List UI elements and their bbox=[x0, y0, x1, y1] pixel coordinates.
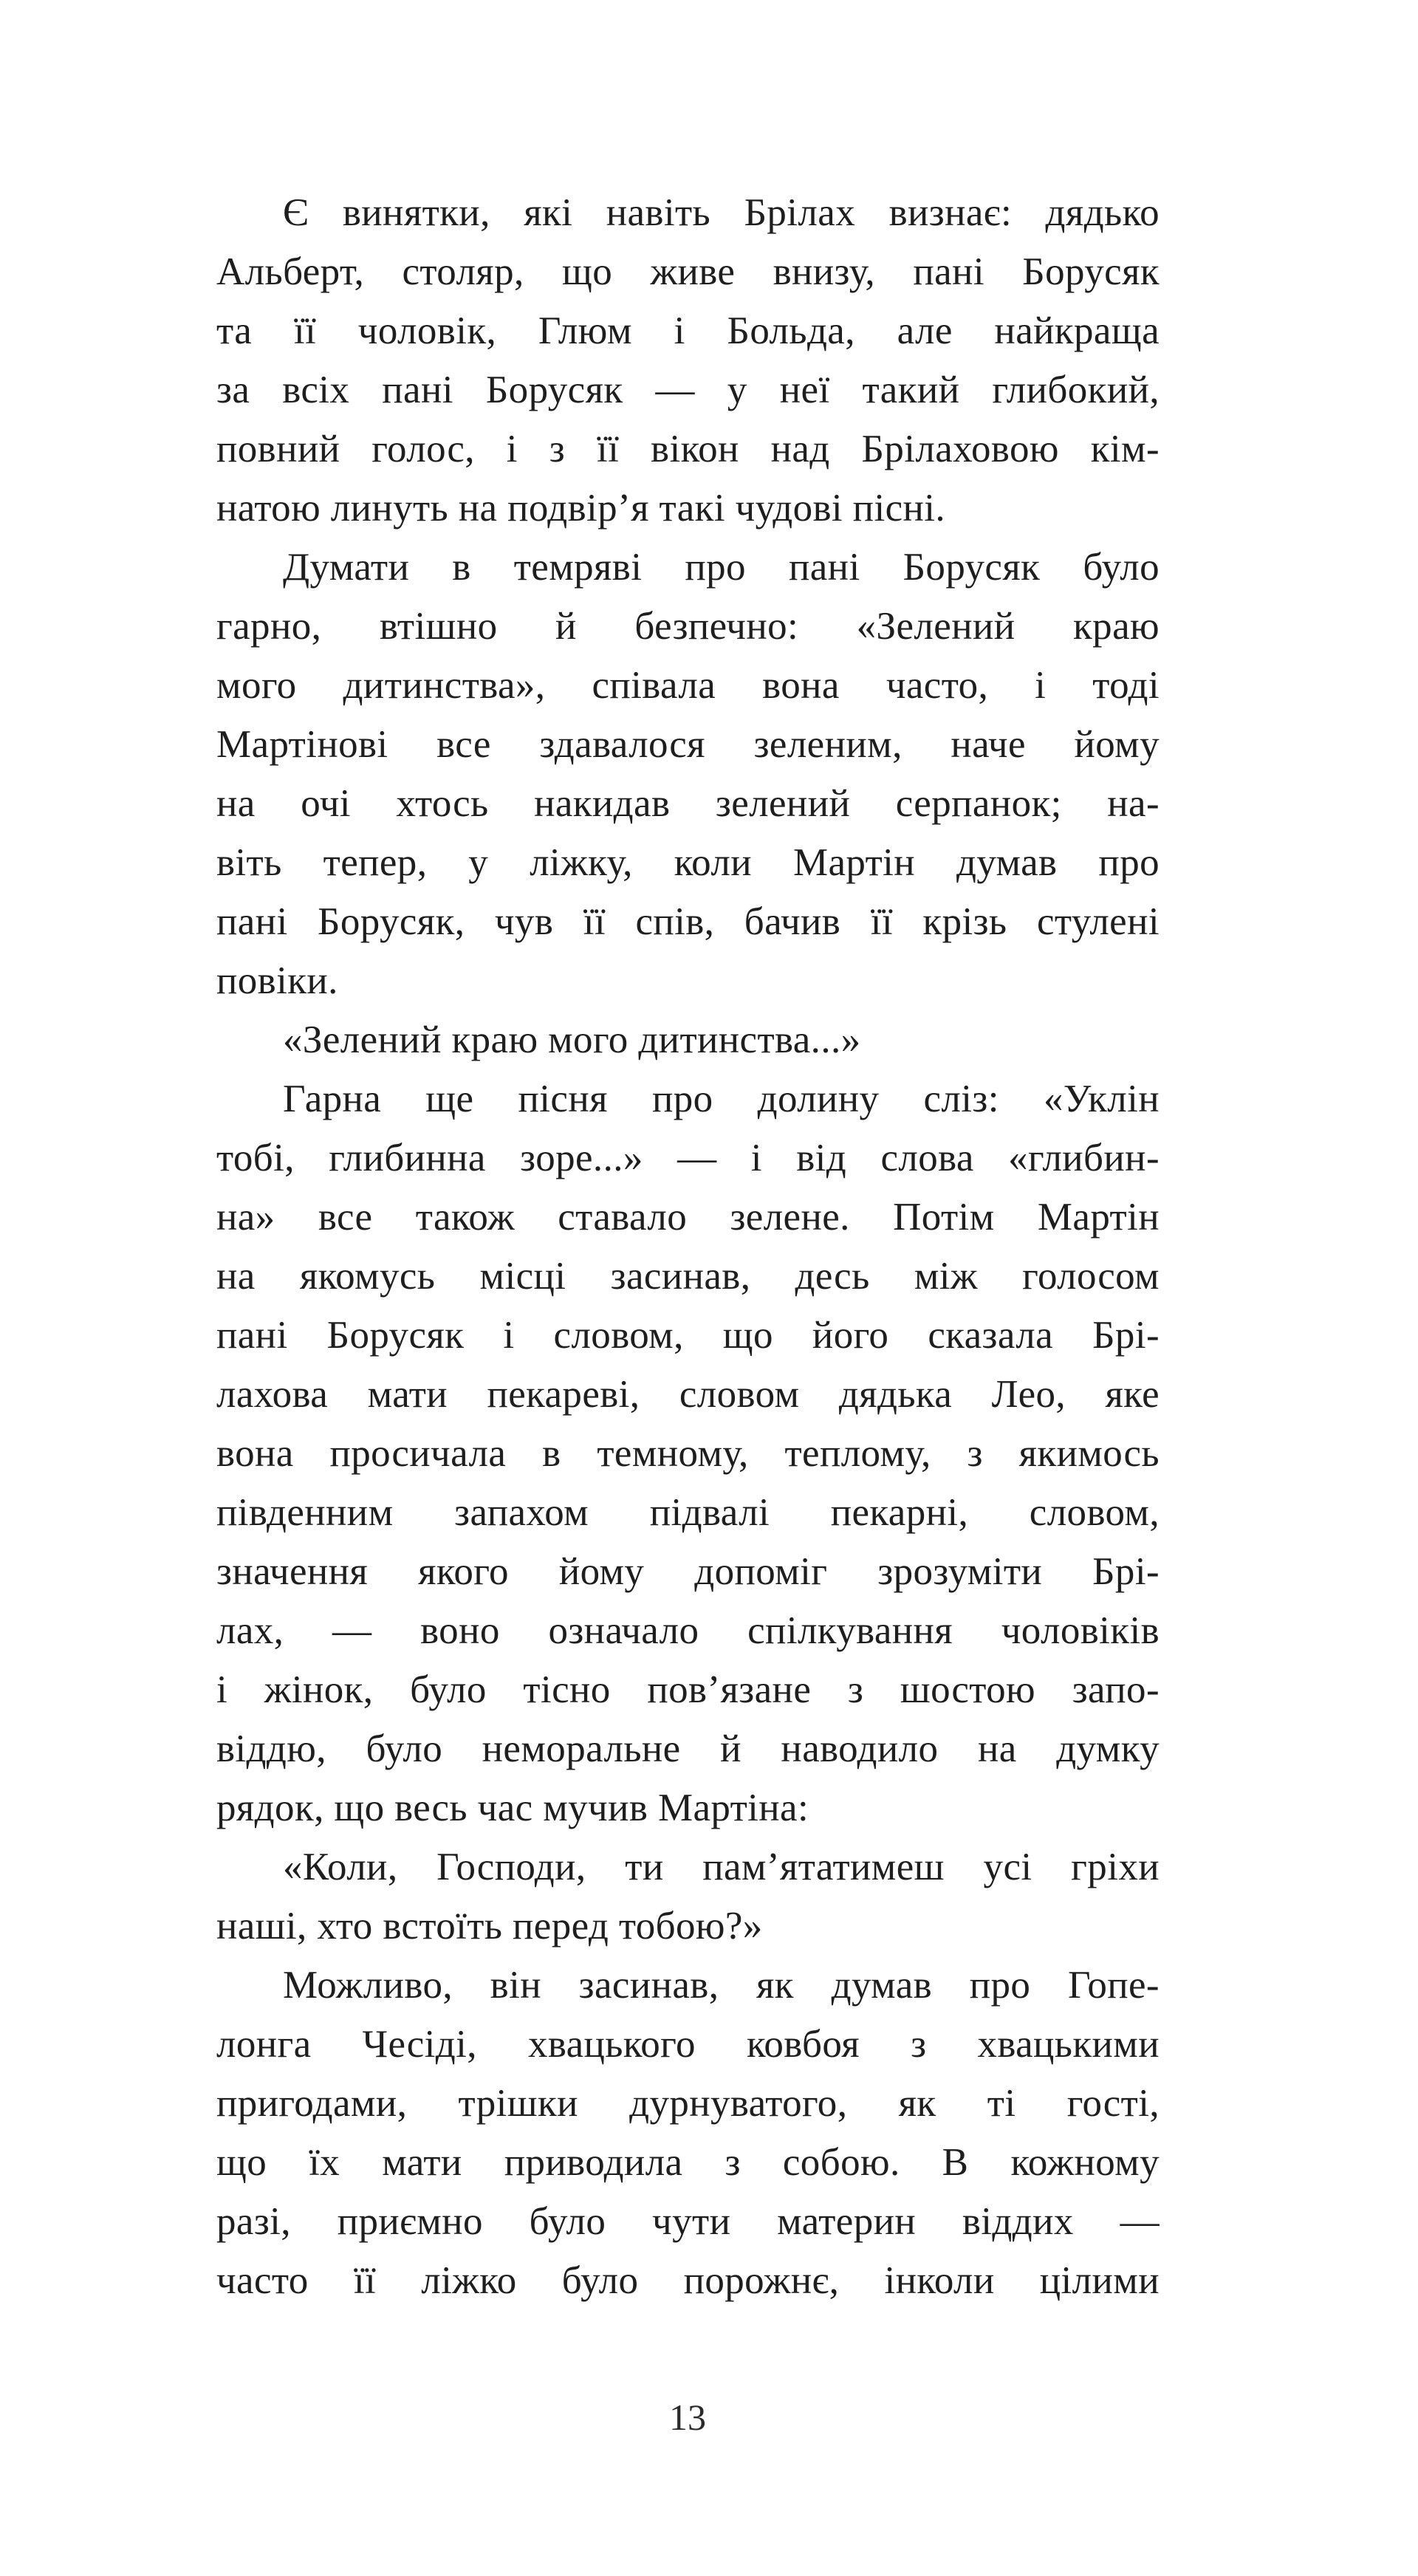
paragraph-first-line: «Коли, Господи, ти пам’ятатимеш усі гріхи bbox=[283, 1846, 1160, 1888]
text-line: і жінок, було тісно пов’язане з шостою запо- bbox=[216, 1668, 1160, 1711]
text-line: та її чоловік, Глюм і Больда, але найкраща bbox=[216, 309, 1160, 352]
paragraph-first-line: Гарна ще пісня про долину сліз: «Уклін bbox=[283, 1078, 1160, 1120]
paragraph-first-line: «Зелений краю мого дитинства...» bbox=[283, 1018, 861, 1061]
text-line: що їх мати приводила з собою. В кожному bbox=[216, 2141, 1160, 2184]
text-line: тобі, глибинна зоре...» — і від слова «глибин- bbox=[216, 1137, 1160, 1179]
text-line: південним запахом підвалі пекарні, словом, bbox=[216, 1491, 1160, 1534]
text-line: мого дитинства», співала вона часто, і тоді bbox=[216, 664, 1160, 707]
text-line: пані Борусяк і словом, що його сказала Брі- bbox=[216, 1314, 1160, 1357]
text-line: натою линуть на подвір’я такі чудові пісні. bbox=[216, 487, 946, 530]
text-line: повіки. bbox=[216, 959, 338, 1002]
text-line: вона просичала в темному, теплому, з якимось bbox=[216, 1432, 1160, 1475]
text-line: віть тепер, у ліжку, коли Мартін думав про bbox=[216, 841, 1160, 884]
text-line: віддю, було неморальне й наводило на думку bbox=[216, 1727, 1160, 1770]
text-line: наші, хто встоїть перед тобою?» bbox=[216, 1905, 763, 1948]
text-line: пригодами, трішки дурнуватого, як ті гості, bbox=[216, 2082, 1160, 2125]
paragraph-first-line: Думати в темряві про пані Борусяк було bbox=[283, 546, 1160, 589]
text-line: лахова мати пекареві, словом дядька Лео, яке bbox=[216, 1373, 1160, 1416]
text-line: пані Борусяк, чув її спів, бачив її крізь стулені bbox=[216, 900, 1160, 943]
text-line: на якомусь місці засинав, десь між голосом bbox=[216, 1255, 1160, 1298]
page-number: 13 bbox=[669, 2397, 706, 2438]
body-text bbox=[216, 183, 1160, 2310]
text-line: лах, — воно означало спілкування чоловіків bbox=[216, 1609, 1160, 1652]
text-line: лонга Чесіді, хвацького ковбоя з хвацькими bbox=[216, 2023, 1160, 2066]
text-line: гарно, втішно й безпечно: «Зелений краю bbox=[216, 605, 1160, 648]
text-line: рядок, що весь час мучив Мартіна: bbox=[216, 1787, 809, 1829]
text-line: на» все також ставало зелене. Потім Мартін bbox=[216, 1196, 1160, 1239]
text-line: часто її ліжко було порожнє, інколи цілими bbox=[216, 2259, 1160, 2302]
paragraph-first-line: Можливо, він засинав, як думав про Гопе- bbox=[283, 1964, 1160, 2007]
text-line: на очі хтось накидав зелений серпанок; на- bbox=[216, 782, 1160, 825]
text-line: Альберт, столяр, що живе внизу, пані Борусяк bbox=[216, 250, 1160, 293]
text-line: разі, приємно було чути материн віддих — bbox=[216, 2200, 1160, 2243]
text-line: Мартінові все здавалося зеленим, наче йому bbox=[216, 723, 1160, 766]
text-line: за всіх пані Борусяк — у неї такий глибокий, bbox=[216, 369, 1160, 411]
paragraph-first-line: Є винятки, які навіть Брілах визнає: дядько bbox=[283, 191, 1160, 234]
text-line: значення якого йому допоміг зрозуміти Брі- bbox=[216, 1550, 1160, 1593]
text-line: повний голос, і з її вікон над Брілаховою кім- bbox=[216, 428, 1160, 470]
